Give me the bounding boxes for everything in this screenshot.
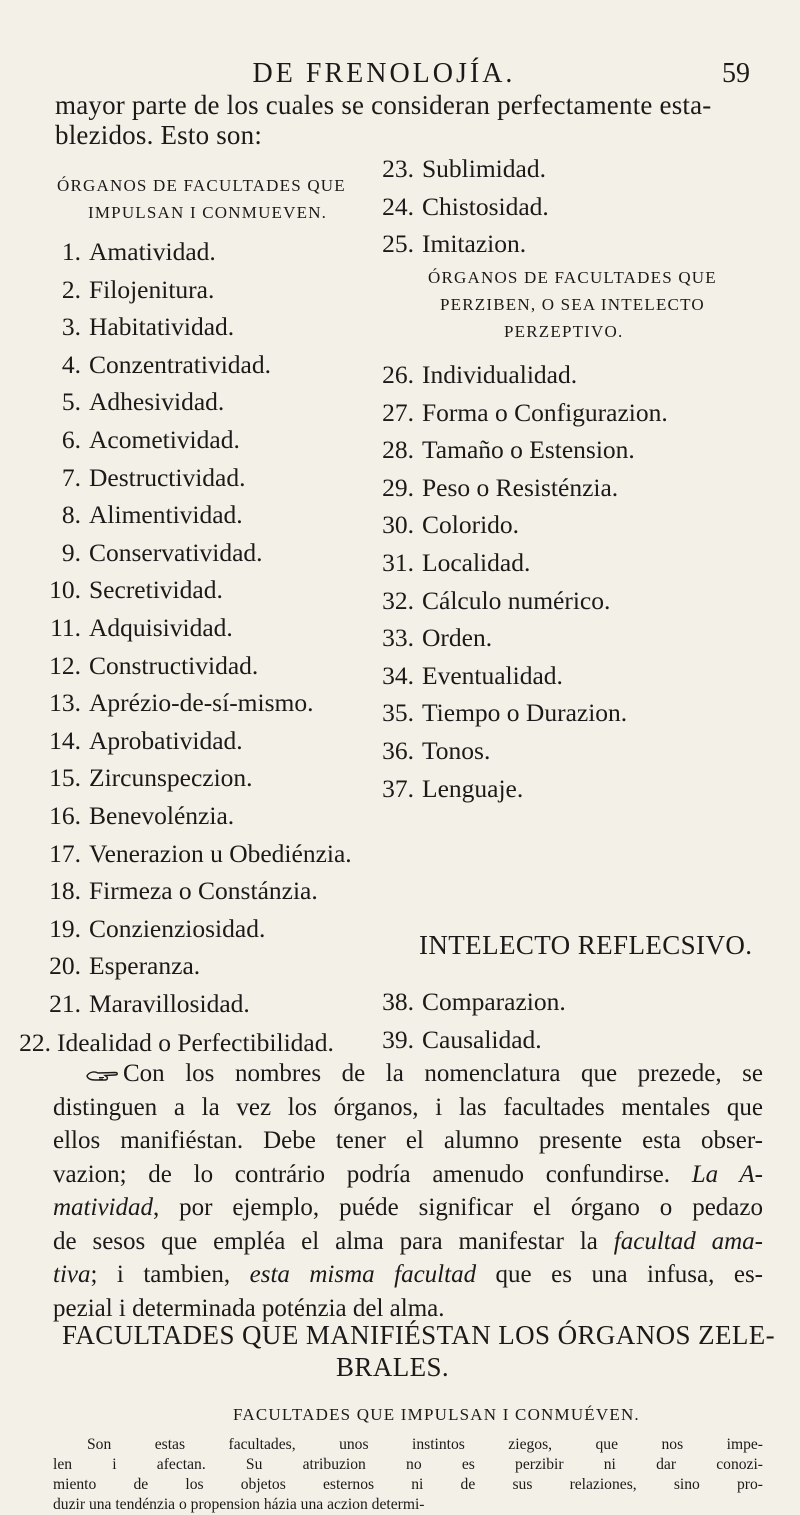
right-organ-list-c	[380, 983, 566, 1058]
list-item: 33. Orden.	[382, 623, 493, 653]
list-item: 39. Causalidad.	[382, 1024, 542, 1054]
list-item: 30. Colorido.	[382, 510, 520, 540]
list-item: 25. Imitazion.	[382, 229, 527, 259]
list-item: 34. Eventualidad.	[382, 660, 563, 690]
list-item: 13. Aprézio-de-sí-mismo.	[49, 688, 314, 718]
list-item: 1. Amatividad.	[61, 237, 216, 266]
list-item: 4. Conzentratividad.	[61, 349, 271, 379]
list-item: 31. Localidad.	[382, 547, 531, 577]
list-item: 29. Peso o Resisténzia.	[382, 472, 619, 502]
list-item: 26. Individualidad.	[382, 360, 578, 389]
list-item: 38. Comparazion.	[382, 987, 566, 1016]
intro-line-2: blezidos. Esto son:	[55, 120, 263, 150]
list-item: 10. Secretividad.	[49, 575, 223, 605]
list-item: 21. Maravillosidad.	[49, 988, 250, 1018]
list-item: 32. Cálculo numérico.	[382, 585, 611, 615]
list-item: 20. Esperanza.	[49, 951, 201, 981]
final-paragraph: Son estas facultades, unos instintos ziegos, que nos impe- len i afectan. Su atribuzion no es perzibir ni dar conozi- miento de los objetos esternos ni de sus relaziones, sino pro- duzir una tendénzia o propension házia una aczion determi-	[53, 1436, 763, 1513]
right-heading-line-3: PERZEPTIVO.	[504, 322, 624, 341]
list-item: 2. Filojenitura.	[61, 274, 215, 304]
list-item: 14. Aprobatividad.	[49, 725, 243, 755]
left-heading-line-2: IMPULSAN I CONMUEVEN.	[88, 203, 328, 222]
list-item: 24. Chistosidad.	[382, 191, 549, 221]
list-item: 28. Tamaño o Estension.	[382, 435, 635, 465]
intro-line-1: mayor parte de los cuales se consideran perfectamente esta-	[55, 90, 712, 120]
list-item: 16. Benevolénzia.	[49, 800, 235, 830]
list-item: 7. Destructividad.	[61, 462, 246, 492]
list-item: 6. Acometividad.	[61, 424, 240, 454]
list-item: 11. Adquisividad.	[50, 612, 233, 642]
section-title-line-1: FACULTADES QUE MANIFIÉSTAN LOS ÓRGANOS ZELE-	[62, 1320, 776, 1350]
list-item: 36. Tonos.	[382, 735, 491, 765]
left-organ-list	[47, 233, 352, 1022]
intelecto-reflecsivo-heading: INTELECTO REFLECSIVO.	[419, 930, 753, 960]
list-item: 35. Tiempo o Durazion.	[382, 698, 628, 728]
list-item: 8. Alimentividad.	[61, 500, 243, 530]
list-item: 15. Zircunspeczion.	[49, 763, 253, 793]
left-last-item: 22. Idealidad o Perfectibilidad.	[19, 1028, 334, 1057]
list-item: 9. Conservatividad.	[61, 537, 263, 567]
list-item: 18. Firmeza o Constánzia.	[49, 876, 318, 906]
left-heading-line-1: ÓRGANOS DE FACULTADES QUE	[57, 176, 346, 195]
right-organ-list-b	[380, 356, 668, 807]
list-item: 12. Constructividad.	[49, 650, 259, 680]
list-item: 19. Conzienziosidad.	[49, 913, 266, 943]
list-item: 17. Venerazion u Obediénzia.	[49, 838, 352, 868]
right-heading-line-1: ÓRGANOS DE FACULTADES QUE	[428, 268, 717, 287]
right-organ-list-a	[380, 150, 549, 263]
list-item: 23. Sublimidad.	[382, 154, 546, 183]
list-item: 37. Lenguaje.	[382, 773, 524, 803]
right-heading-line-2: PERZIBEN, O SEA INTELECTO	[440, 295, 705, 314]
list-item: 5. Adhesividad.	[61, 387, 225, 417]
section-title-line-2: BRALES.	[336, 1352, 450, 1382]
subsection-title: FACULTADES QUE IMPULSAN I CONMUÉVEN.	[233, 1405, 640, 1424]
page-number: 59	[722, 58, 750, 89]
nomenclature-note: Con los nombres de la nomenclatura que prezede, se distinguen a la vez los órganos, i las facultades mentales que ellos manifiéstan. Debe tener el alumno presente esta obser- vazion; de lo contrário podría amenudo confundirse. La A- matividad, por ejemplo, puéde significar el órgano o pedazo de sesos que empléa el alma para manifestar la facultad ama- tiva; i tambien, esta misma facultad que es una infusa, es- pezial i determinada poténzia del alma.	[53, 1060, 763, 1322]
running-head-title: DE FRENOLOJÍA.	[252, 58, 516, 89]
pointing-hand-icon	[85, 1067, 121, 1083]
list-item: 3. Habitatividad.	[61, 312, 235, 342]
list-item: 27. Forma o Configurazion.	[382, 397, 668, 427]
